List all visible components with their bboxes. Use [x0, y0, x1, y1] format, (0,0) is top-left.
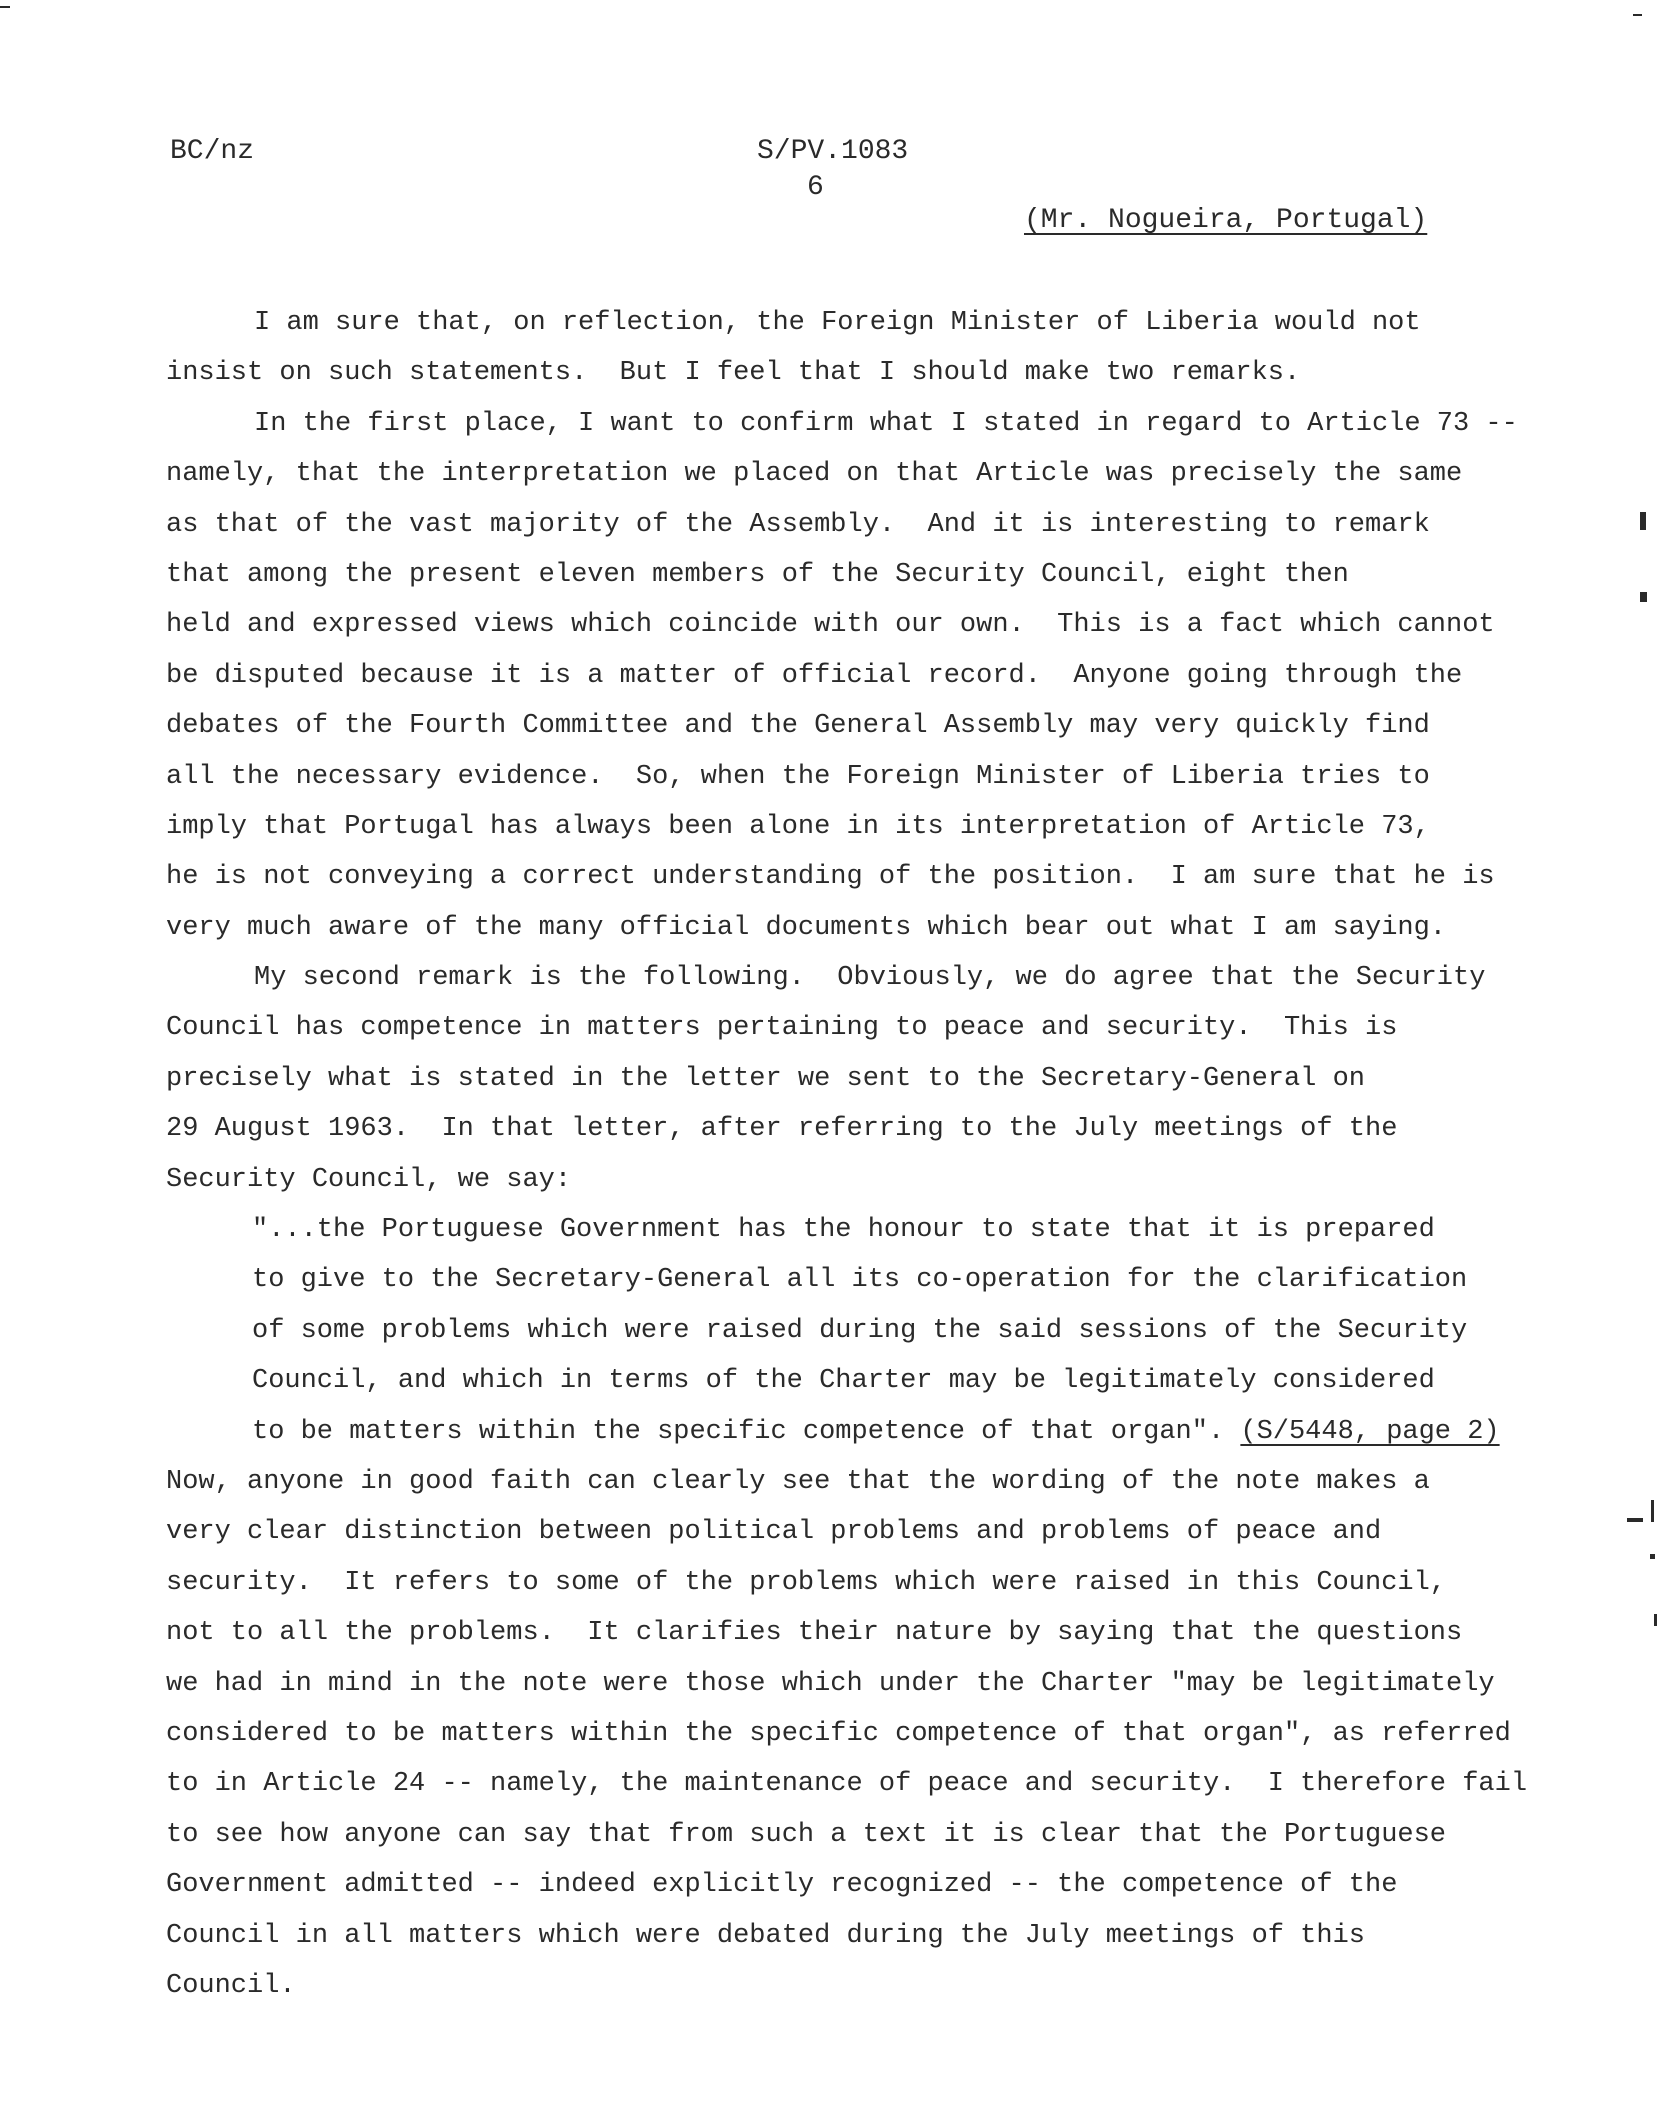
text-line: considered to be matters within the specific competence of that organ", as referred: [166, 1718, 1511, 1749]
scan-mark: [1650, 1554, 1655, 1559]
typist-initials: BC/nz: [170, 136, 255, 167]
text-line: very much aware of the many official documents which bear out what I am saying.: [166, 912, 1447, 943]
scan-mark: [0, 6, 10, 8]
text-line: imply that Portugal has always been alone in its interpretation of Article 73,: [166, 811, 1430, 842]
text-line: security. It refers to some of the problems which were raised in this Council,: [166, 1567, 1447, 1598]
scan-mark: [1651, 1500, 1654, 1522]
quote-line: of some problems which were raised during the said sessions of the Security: [252, 1315, 1468, 1346]
text-line: In the first place, I want to confirm what I stated in regard to Article 73 --: [254, 408, 1518, 439]
scan-mark: [1633, 14, 1642, 16]
text-line: I am sure that, on reflection, the Foreign Minister of Liberia would not: [254, 308, 1421, 338]
citation-reference: (S/5448, page 2): [1240, 1416, 1500, 1447]
quote-line: Council, and which in terms of the Charter may be legitimately considered: [252, 1366, 1435, 1397]
text-line: to see how anyone can say that from such a text it is clear that the Portuguese: [166, 1819, 1447, 1850]
document-body: [166, 298, 1566, 2011]
text-line: Council in all matters which were debated during the July meetings of this: [166, 1920, 1365, 1951]
scan-mark: [1640, 592, 1647, 602]
speaker-label: (Mr. Nogueira, Portugal): [1024, 205, 1428, 236]
text-line: debates of the Fourth Committee and the General Assembly may very quickly find: [166, 711, 1430, 742]
quote-line: "...the Portuguese Government has the honour to state that it is prepared: [252, 1215, 1435, 1246]
page-number: 6: [807, 172, 824, 203]
text-line: very clear distinction between political problems and problems of peace and: [166, 1517, 1382, 1548]
text-line: that among the present eleven members of the Security Council, eight then: [166, 559, 1349, 590]
text-line: to in Article 24 -- namely, the maintenance of peace and security. I therefore fail: [166, 1769, 1528, 1800]
quote-line: [166, 1407, 1566, 1457]
text-line: My second remark is the following. Obviously, we do agree that the Security: [254, 963, 1486, 994]
text-line: Council.: [166, 1970, 296, 2001]
text-line: Council has competence in matters pertaining to peace and security. This is: [166, 1013, 1398, 1044]
text-line: be disputed because it is a matter of official record. Anyone going through the: [166, 660, 1463, 691]
scan-mark: [1640, 512, 1646, 530]
text-line: as that of the vast majority of the Assembly. And it is interesting to remark: [166, 509, 1430, 540]
text-line: precisely what is stated in the letter we sent to the Secretary-General on: [166, 1063, 1365, 1094]
text-line: we had in mind in the note were those which under the Charter "may be legitimately: [166, 1668, 1495, 1699]
text-line: all the necessary evidence. So, when the Foreign Minister of Liberia tries to: [166, 761, 1430, 792]
text-line: Government admitted -- indeed explicitly recognized -- the competence of the: [166, 1870, 1398, 1901]
text-line: insist on such statements. But I feel that I should make two remarks.: [166, 358, 1301, 389]
text-line: not to all the problems. It clarifies their nature by saying that the questions: [166, 1618, 1463, 1649]
text-line: namely, that the interpretation we placed on that Article was precisely the same: [166, 459, 1463, 490]
quote-line: to give to the Secretary-General all its co-operation for the clarification: [252, 1265, 1468, 1296]
text-line: held and expressed views which coincide with our own. This is a fact which cannot: [166, 610, 1495, 641]
text-line: Now, anyone in good faith can clearly see that the wording of the note makes a: [166, 1466, 1430, 1497]
text-line: Security Council, we say:: [166, 1164, 572, 1195]
scan-mark: [1654, 1614, 1657, 1626]
scan-mark: [1627, 1518, 1643, 1522]
document-symbol: S/PV.1083: [757, 136, 909, 167]
text-line: he is not conveying a correct understanding of the position. I am sure that he is: [166, 862, 1495, 893]
text-line: 29 August 1963. In that letter, after referring to the July meetings of the: [166, 1114, 1398, 1145]
quote-text: to be matters within the specific competence of that organ".: [252, 1416, 1225, 1447]
